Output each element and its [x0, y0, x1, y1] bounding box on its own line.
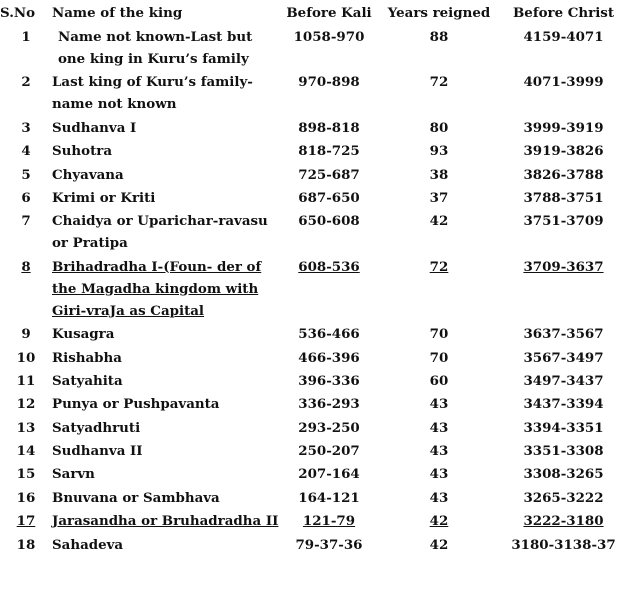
- before-christ-value: 3222-3180: [523, 513, 604, 530]
- king-name: Last king of Kuru’s family-name not known: [52, 74, 253, 113]
- before-kali-value: 650-608: [298, 213, 360, 230]
- before-christ-value: 3394-3351: [523, 419, 604, 436]
- table-row: [0, 71, 627, 116]
- years-reigned-value: 72: [429, 74, 449, 91]
- table-row: [0, 164, 627, 187]
- years-reigned-value: 43: [429, 419, 449, 436]
- before-kali-value: 164-121: [298, 489, 360, 506]
- table-row: [0, 370, 627, 393]
- table-row: [0, 534, 627, 557]
- row-number: 11: [16, 372, 36, 389]
- king-name: Satyadhruti: [52, 419, 141, 436]
- years-reigned-value: 38: [429, 166, 449, 183]
- king-name: Chyavana: [52, 166, 124, 183]
- table-row: [0, 323, 627, 346]
- king-name: Kusagra: [52, 326, 115, 343]
- before-kali-value: 818-725: [298, 143, 360, 160]
- table-row: [0, 26, 627, 71]
- before-kali-value: 687-650: [298, 189, 360, 206]
- king-name: Rishabha: [52, 349, 122, 366]
- row-number: 3: [21, 119, 31, 136]
- before-kali-value: 293-250: [298, 419, 360, 436]
- row-number: 9: [21, 326, 31, 343]
- header-row: [0, 2, 627, 26]
- before-kali-value: 1058-970: [293, 29, 365, 45]
- row-number: 4: [21, 143, 31, 160]
- before-kali-value: 396-336: [298, 372, 360, 389]
- row-number: 18: [16, 536, 36, 553]
- years-reigned-value: 93: [429, 143, 449, 160]
- before-christ-value: 3709-3637: [523, 258, 604, 275]
- years-reigned-value: 43: [429, 466, 449, 483]
- before-christ-value: 3308-3265: [523, 466, 604, 483]
- before-kali-value: 725-687: [298, 166, 360, 183]
- king-name: Bnuvana or Sambhava: [52, 489, 220, 506]
- before-kali-value: 536-466: [298, 326, 360, 343]
- before-christ-value: 3637-3567: [523, 326, 604, 343]
- row-number: 15: [16, 466, 36, 483]
- table-row: [0, 210, 627, 255]
- row-number: 12: [16, 396, 36, 413]
- header-name: Name of the king: [52, 5, 183, 21]
- years-reigned-value: 60: [429, 372, 449, 389]
- king-name: Chaidya or Uparichar-ravasu or Pratipa: [52, 213, 268, 252]
- years-reigned-value: 37: [429, 189, 449, 206]
- table-body: [0, 26, 627, 557]
- row-number: 6: [21, 189, 31, 206]
- row-number: 13: [16, 419, 36, 436]
- table-row: [0, 440, 627, 463]
- table-row: [0, 347, 627, 370]
- years-reigned-value: 43: [429, 489, 449, 506]
- table-row: [0, 510, 627, 533]
- table-row: [0, 140, 627, 163]
- row-number: 1: [21, 29, 31, 45]
- before-kali-value: 898-818: [298, 119, 360, 136]
- header-years-reigned: Years reigned: [387, 5, 491, 21]
- before-kali-value: 466-396: [298, 349, 360, 366]
- king-name: Sarvn: [52, 466, 95, 483]
- row-number: 5: [21, 166, 31, 183]
- years-reigned-value: 70: [429, 349, 449, 366]
- before-kali-value: 970-898: [298, 74, 360, 91]
- king-name: Punya or Pushpavanta: [52, 396, 220, 413]
- king-name: Sudhanva II: [52, 443, 143, 460]
- before-kali-value: 207-164: [298, 466, 360, 483]
- before-christ-value: 3265-3222: [523, 489, 604, 506]
- before-christ-value: 3351-3308: [523, 443, 604, 460]
- years-reigned-value: 42: [429, 536, 449, 553]
- king-name: Jarasandha or Bruhadradha II: [52, 513, 279, 530]
- years-reigned-value: 42: [429, 213, 449, 230]
- kings-table: [0, 2, 627, 557]
- row-number: 17: [16, 513, 36, 530]
- king-name: Brihadradha I-(Foun- der of the Magadha kingdom with Giri-vraJa as Capital: [52, 258, 262, 319]
- king-name: Sahadeva: [52, 536, 124, 553]
- row-number: 16: [16, 489, 36, 506]
- before-kali-value: 250-207: [298, 443, 360, 460]
- row-number: 14: [16, 443, 36, 460]
- years-reigned-value: 72: [429, 258, 449, 275]
- before-christ-value: 3751-3709: [523, 213, 604, 230]
- years-reigned-value: 43: [429, 396, 449, 413]
- table-row: [0, 117, 627, 140]
- years-reigned-value: 70: [429, 326, 449, 343]
- row-number: 7: [21, 213, 31, 230]
- row-number: 2: [21, 74, 31, 91]
- table-row: [0, 256, 627, 323]
- before-kali-value: 121-79: [302, 513, 356, 530]
- years-reigned-value: 42: [429, 513, 449, 530]
- header-before-kali: Before Kali: [286, 5, 372, 21]
- table-row: [0, 417, 627, 440]
- before-christ-value: 4159-4071: [523, 29, 604, 45]
- table-header: [0, 2, 627, 26]
- table-row: [0, 393, 627, 416]
- before-kali-value: 79-37-36: [295, 536, 363, 553]
- table-row: [0, 487, 627, 510]
- years-reigned-value: 43: [429, 443, 449, 460]
- king-name: Sudhanva I: [52, 119, 137, 136]
- before-christ-value: 3788-3751: [523, 189, 604, 206]
- king-name: Name not known-Last but one king in Kuru’s family: [58, 29, 253, 67]
- before-christ-value: 3567-3497: [523, 349, 604, 366]
- king-name: Satyahita: [52, 372, 123, 389]
- table-row: [0, 463, 627, 486]
- before-christ-value: 3437-3394: [523, 396, 604, 413]
- years-reigned-value: 80: [429, 119, 449, 136]
- before-christ-value: 4071-3999: [523, 74, 604, 91]
- years-reigned-value: 88: [429, 29, 449, 45]
- header-sno: S.No: [0, 5, 36, 21]
- before-christ-value: 3497-3437: [523, 372, 604, 389]
- row-number: 8: [21, 258, 31, 275]
- king-name: Krimi or Kriti: [52, 189, 156, 206]
- before-kali-value: 608-536: [298, 258, 360, 275]
- before-christ-value: 3999-3919: [523, 119, 604, 136]
- row-number: 10: [16, 349, 36, 366]
- before-kali-value: 336-293: [298, 396, 360, 413]
- header-before-christ: Before Christ: [512, 5, 615, 21]
- king-name: Suhotra: [52, 143, 112, 160]
- table-row: [0, 187, 627, 210]
- before-christ-value: 3919-3826: [523, 143, 604, 160]
- before-christ-value: 3826-3788: [523, 166, 604, 183]
- before-christ-value: 3180-3138-37: [511, 536, 616, 553]
